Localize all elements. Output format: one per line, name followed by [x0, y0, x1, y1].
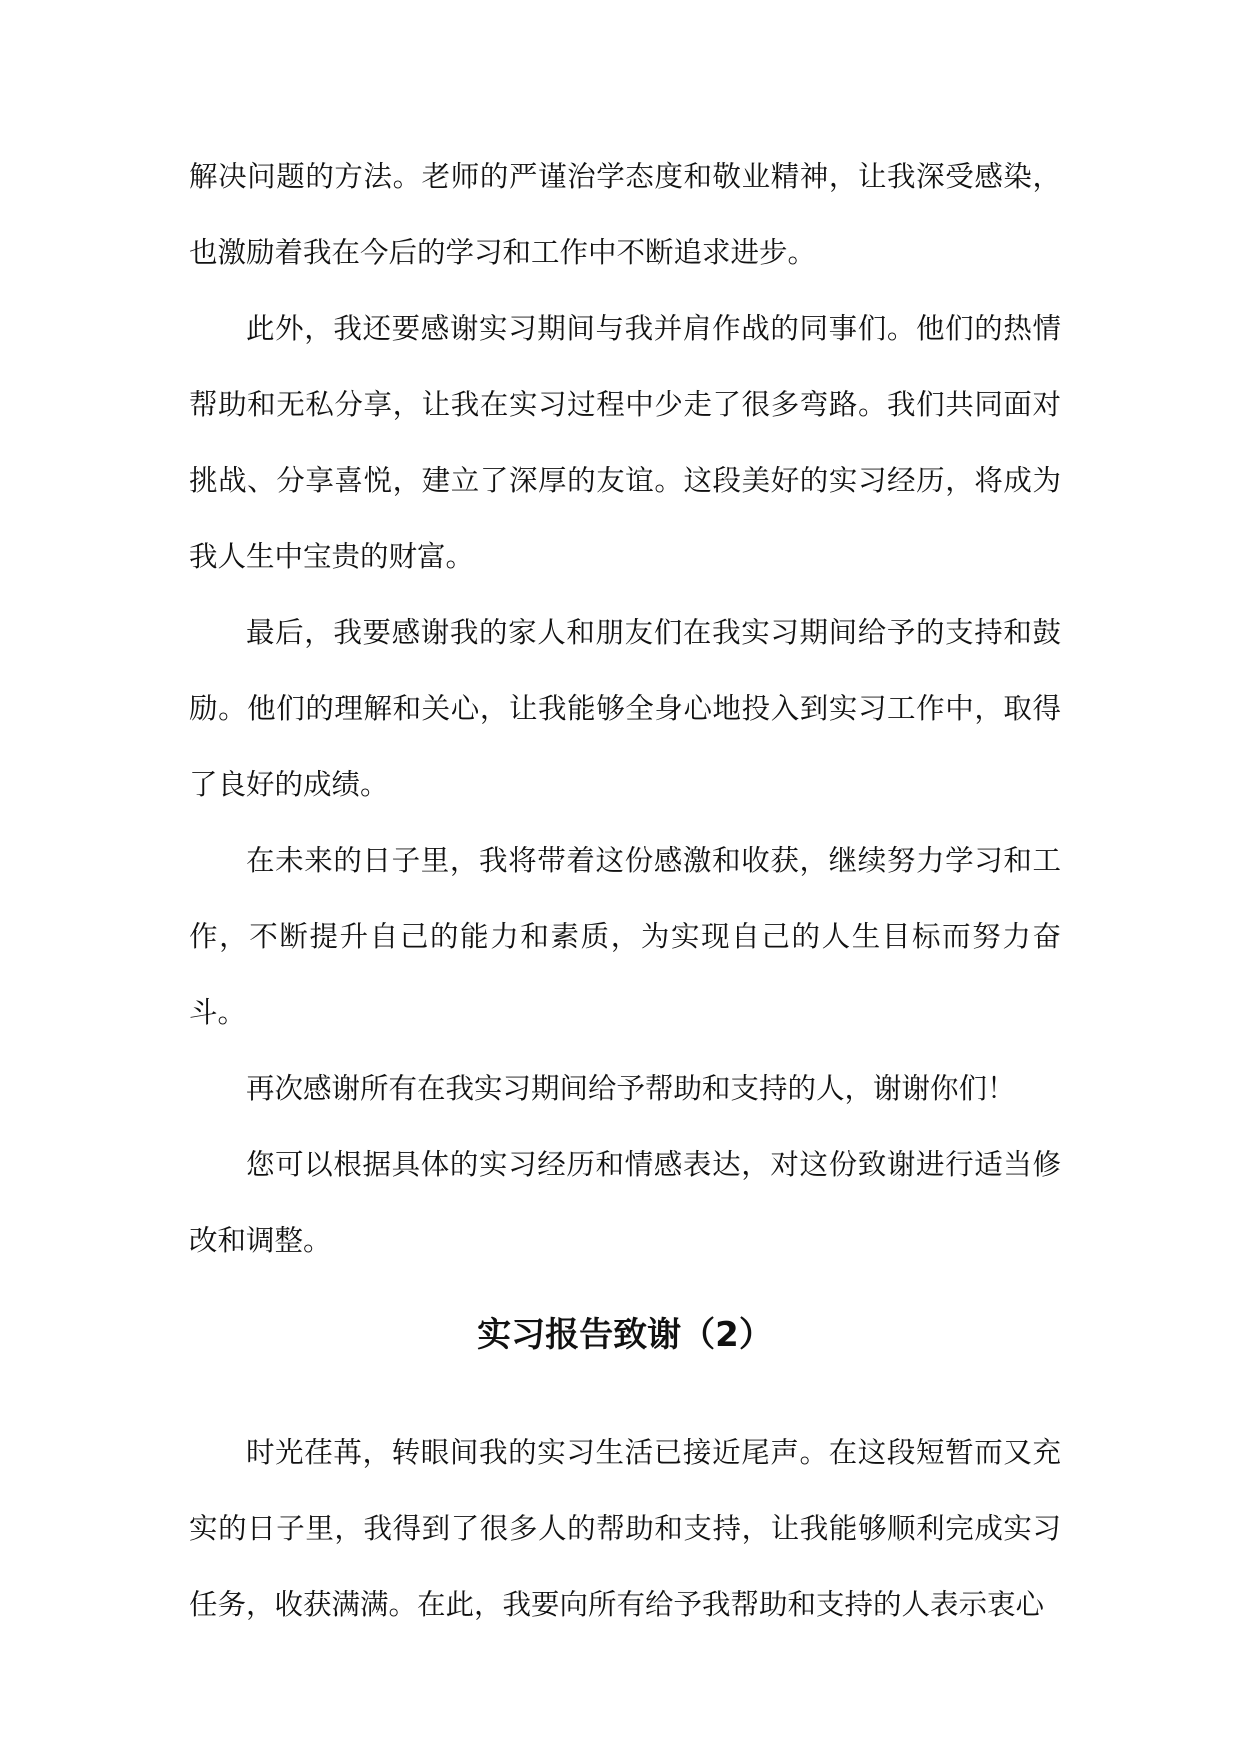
paragraph-intro-section2: 时光荏苒，转眼间我的实习生活已接近尾声。在这段短暂而又充实的日子里，我得到了很多人的帮助和支持，让我能够顺利完成实习任务，收获满满。在此，我要向所有给予我帮助和支持的人表示衷心 [189, 1436, 1061, 1621]
paragraph-colleagues: 此外，我还要感谢实习期间与我并肩作战的同事们。他们的热情帮助和无私分享，让我在实习过程中少走了很多弯路。我们共同面对挑战、分享喜悦，建立了深厚的友谊。这段美好的实习经历，将成为我人生中宝贵的财富。 [189, 312, 1061, 573]
paragraph-note: 您可以根据具体的实习经历和情感表达，对这份致谢进行适当修改和调整。 [189, 1148, 1061, 1257]
paragraph-continued: 解决问题的方法。老师的严谨治学态度和敬业精神，让我深受感染，也激励着我在今后的学习和工作中不断追求进步。 [189, 160, 1061, 269]
document-body [189, 139, 1061, 1643]
paragraph-family: 最后，我要感谢我的家人和朋友们在我实习期间给予的支持和鼓励。他们的理解和关心，让我能够全身心地投入到实习工作中，取得了良好的成绩。 [189, 616, 1061, 801]
paragraph-future: 在未来的日子里，我将带着这份感激和收获，继续努力学习和工作，不断提升自己的能力和素质，为实现自己的人生目标而努力奋斗。 [189, 844, 1061, 1029]
paragraph-thanks-again: 再次感谢所有在我实习期间给予帮助和支持的人，谢谢你们！ [246, 1072, 1016, 1105]
section-title: 实习报告致谢（2） [477, 1315, 773, 1355]
